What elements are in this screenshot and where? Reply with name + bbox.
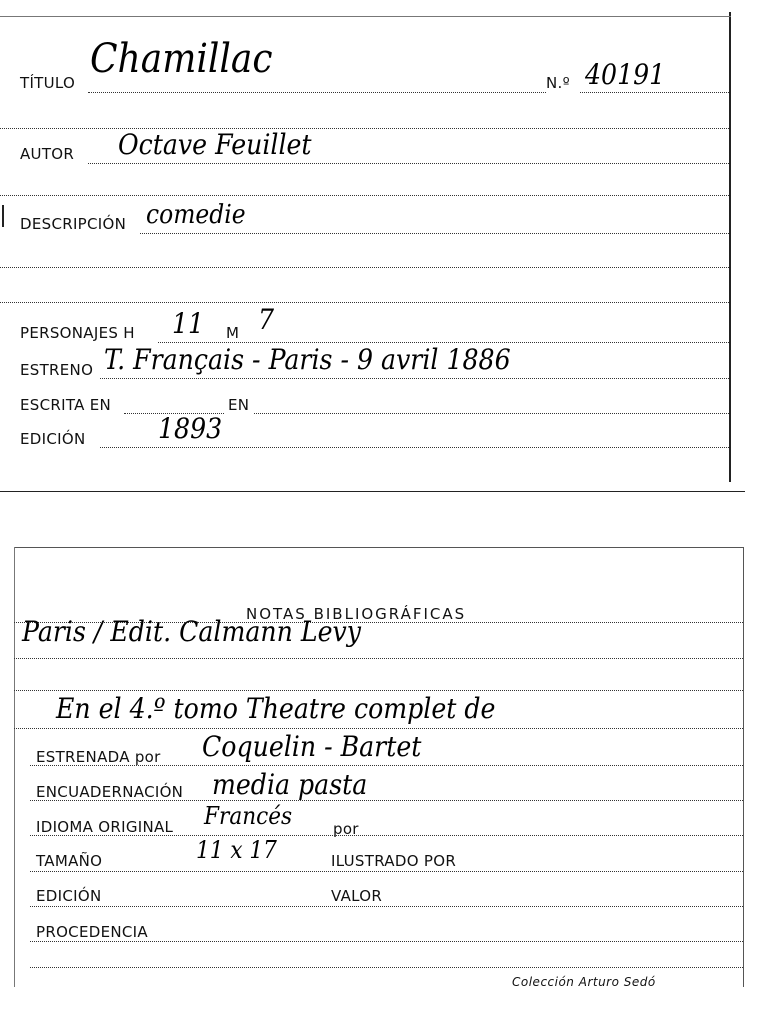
procedencia-line — [30, 941, 743, 942]
rule-line — [14, 728, 743, 729]
notas-line-1: Paris / Edit. Calmann Levy — [22, 615, 362, 648]
tamano-value: 11 x 17 — [196, 836, 277, 864]
card-right-edge — [743, 547, 744, 987]
card-top-edge — [0, 16, 731, 17]
personajes-m-value: 7 — [258, 303, 275, 336]
titulo-label: TÍTULO — [20, 74, 76, 92]
encuadernacion-label: ENCUADERNACIÓN — [36, 783, 184, 801]
notas-title: NOTAS BIBLIOGRÁFICAS — [246, 605, 467, 623]
numero-value: 40191 — [585, 58, 666, 91]
tamano-line — [30, 871, 743, 872]
rule-line — [0, 302, 729, 303]
estreno-value: T. Français - Paris - 9 avril 1886 — [104, 343, 511, 376]
coleccion-credit: Colección Arturo Sedó — [512, 975, 656, 989]
en-label: EN — [228, 396, 250, 414]
ilustrado-label: ILUSTRADO POR — [331, 852, 457, 870]
rule-line — [30, 967, 743, 968]
rule-line — [0, 195, 729, 196]
rule-line — [0, 128, 729, 129]
personajes-label: PERSONAJES H — [20, 324, 135, 342]
idioma-line — [30, 835, 743, 836]
titulo-line — [88, 92, 546, 93]
escrita-label: ESCRITA EN — [20, 396, 112, 414]
card-top-edge — [14, 547, 744, 548]
autor-label: AUTOR — [20, 145, 75, 163]
procedencia-label: PROCEDENCIA — [36, 923, 148, 941]
numero-label: N.º — [546, 74, 570, 92]
por-label: por — [333, 820, 359, 838]
notas-line-2: En el 4.º tomo Theatre complet de — [56, 692, 496, 725]
rule-line — [0, 267, 729, 268]
encuadernacion-line — [30, 800, 743, 801]
card-bottom-edge — [0, 491, 745, 492]
edicion-value: 1893 — [158, 412, 223, 445]
personajes-h-value: 11 — [172, 307, 205, 340]
tamano-label: TAMAÑO — [36, 852, 103, 870]
edicion-line — [100, 447, 729, 448]
card-right-edge — [729, 12, 731, 482]
estrenada-label: ESTRENADA por — [36, 748, 161, 766]
titulo-value: Chamillac — [90, 36, 273, 82]
rule-line — [14, 690, 743, 691]
card-left-mark — [2, 205, 4, 227]
edicion-label: EDICIÓN — [36, 887, 102, 905]
card-left-edge — [14, 547, 15, 987]
numero-line — [580, 92, 729, 93]
estreno-line — [100, 378, 729, 379]
estreno-label: ESTRENO — [20, 361, 94, 379]
idioma-label: IDIOMA ORIGINAL — [36, 818, 174, 836]
descripcion-value: comedie — [146, 200, 246, 230]
rule-line — [14, 658, 743, 659]
edicion-label: EDICIÓN — [20, 430, 86, 448]
estrenada-line — [30, 765, 743, 766]
autor-value: Octave Feuillet — [118, 128, 312, 161]
autor-line — [88, 163, 729, 164]
valor-label: VALOR — [331, 887, 383, 905]
personajes-m-label: M — [226, 324, 240, 342]
en-line — [254, 413, 729, 414]
edicion-line — [30, 906, 743, 907]
encuadernacion-value: media pasta — [212, 768, 368, 801]
descripcion-label: DESCRIPCIÓN — [20, 215, 127, 233]
estrenada-value: Coquelin - Bartet — [202, 730, 422, 763]
idioma-value: Francés — [204, 802, 293, 830]
catalog-card-bottom — [0, 540, 759, 1028]
catalog-card-top — [0, 0, 759, 495]
descripcion-line — [140, 233, 729, 234]
